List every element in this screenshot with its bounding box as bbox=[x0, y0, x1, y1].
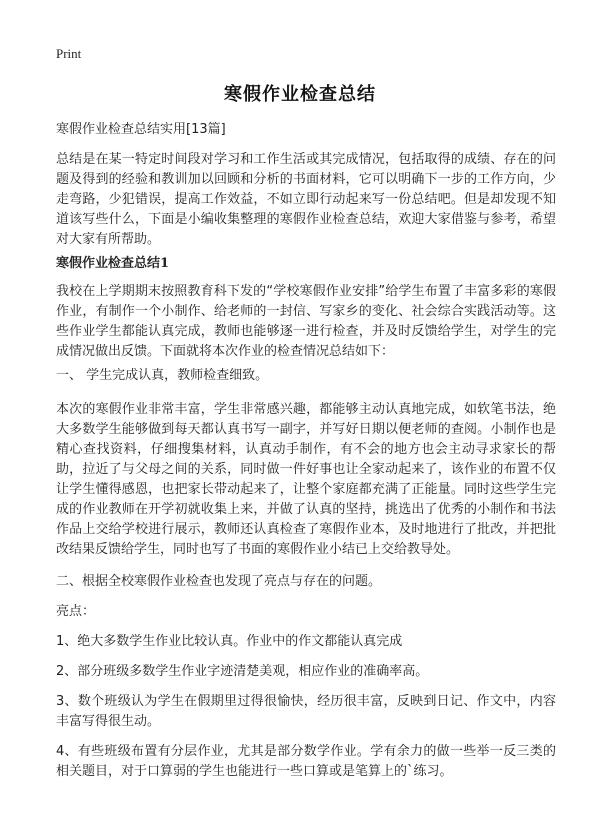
highlights-label: 亮点： bbox=[56, 604, 96, 619]
subtitle: 寒假作业检查总结实用[13篇] bbox=[56, 122, 226, 137]
highlight-item-3: 3、数个班级认为学生在假期里过得很愉快，经历很丰富，反映到日记、作文中，内容丰富写得很生动。 bbox=[56, 694, 556, 729]
section-heading: 寒假作业检查总结1 bbox=[56, 256, 170, 271]
page-title: 寒假作业检查总结 bbox=[224, 84, 376, 105]
highlight-item-1: 1、绝大多数学生作业比较认真。作业中的作文都能认真完成 bbox=[56, 634, 403, 649]
print-label[interactable]: Print bbox=[56, 46, 82, 61]
point-2: 二、根据全校寒假作业检查也发现了亮点与存在的问题。 bbox=[56, 574, 382, 589]
paragraph-1: 我校在上学期期末按照教育科下发的“学校寒假作业安排”给学生布置了丰富多彩的寒假作业，有制作一个小制作、给老师的一封信、写家乡的变化、社会综合实践活动等。这些作业学生都能认真完成，教师也能够逐一进行检查，并及时反馈给学生，对学生的完成情况做出反馈。下面就将本次作业的检查情况总结如下： bbox=[56, 284, 556, 359]
paragraph-2: 本次的寒假作业非常丰富，学生非常感兴趣，都能够主动认真地完成，如软笔书法，绝大多数学生能够做到每天都认真书写一副字，并写好日期以便老师的查阅。小制作也是精心查找资料，仔细搜集材料，认真动手制作，有不会的地方也会主动寻求家长的帮助，拉近了与父母之间的关系，同时做一件好事也让全家动起来了，该作业的布置不仅让学生懂得感恩，也把家长带动起来了，让整个家庭都充满了正能量。同时这些学生完成的作业教师在开学初就收集上来，并做了认真的坚持，挑选出了优秀的小制作和书法作品上交给学校进行展示，教师还认真检查了寒假作业本，及时地进行了批改，并把批改结果反馈给学生，同时也写了书面的寒假作业小结已上交给教导处。 bbox=[56, 402, 556, 557]
point-1: 一、 学生完成认真，教师检查细致。 bbox=[56, 368, 269, 383]
intro-paragraph: 总结是在某一特定时间段对学习和工作生活或其完成情况，包括取得的成绩、存在的问题及得到的经验和教训加以回顾和分析的书面材料，它可以明确下一步的工作方向，少走弯路，少犯错误，提高工作效益，不如立即行动起来写一份总结吧。但是却发现不知道该写些什么，下面是小编收集整理的寒假作业检查总结，欢迎大家借鉴与参考，希望对大家有所帮助。 bbox=[56, 152, 556, 247]
highlight-item-4: 4、有些班级布置有分层作业，尤其是部分数学作业。学有余力的做一些举一反三类的相关题目，对于口算弱的学生也能进行一些口算或是笔算上的`练习。 bbox=[56, 744, 556, 779]
highlight-item-2: 2、部分班级多数学生作业字迹清楚美观，相应作业的准确率高。 bbox=[56, 664, 429, 679]
